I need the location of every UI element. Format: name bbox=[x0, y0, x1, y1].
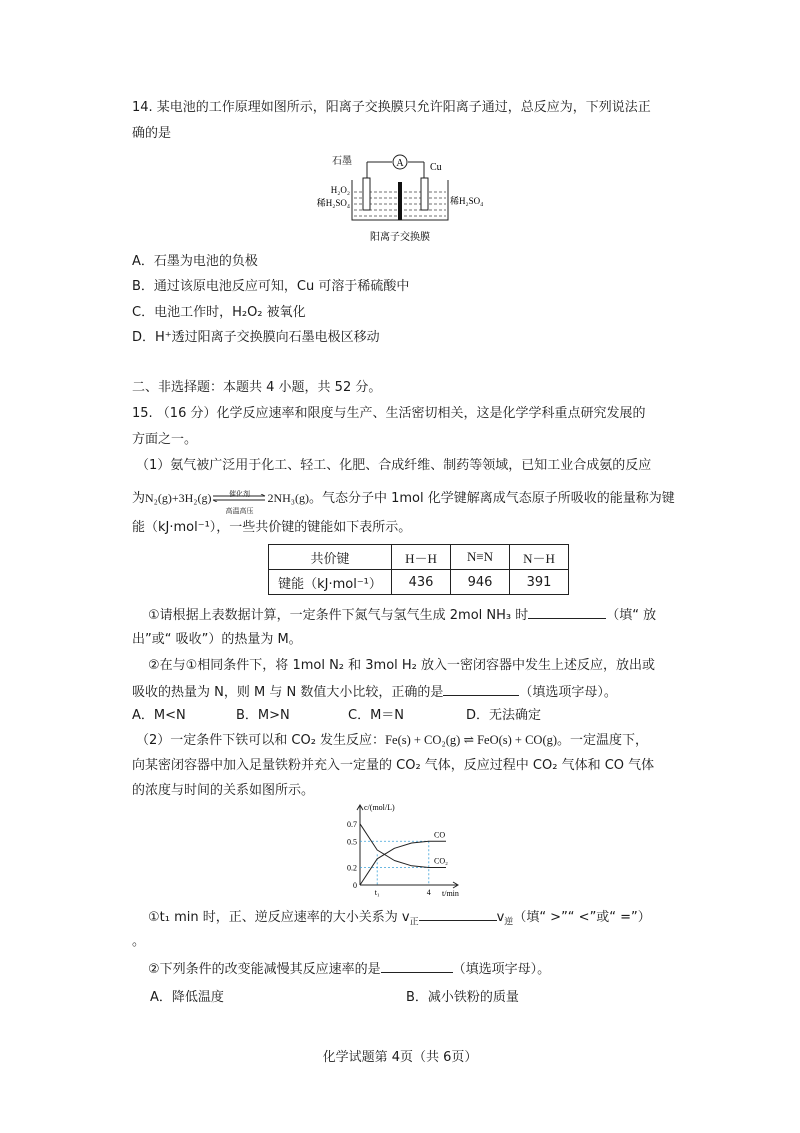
slow-hint: （填选项字母）。 bbox=[452, 962, 551, 977]
mn-option-c: C．M＝N bbox=[348, 708, 405, 723]
y-tick-label: 0.5 bbox=[347, 837, 357, 847]
q15-stem-line1: 15. （16 分）化学反应速率和限度与生产、生活密切相关，这是化学学科重点研究发展的 bbox=[132, 406, 646, 421]
ammeter-label: A bbox=[396, 158, 404, 169]
y-tick-label: 0 bbox=[353, 881, 357, 890]
iron-co2-equation: Fe(s) + CO₂(g) ⇌ FeO(s) + CO(g) bbox=[385, 733, 558, 747]
part1-prefix: 为 bbox=[132, 491, 146, 506]
equilibrium-arrow bbox=[211, 488, 267, 515]
v-reverse: v bbox=[496, 910, 505, 925]
battery-diagram bbox=[300, 148, 500, 248]
mn-option-a: A．M<N bbox=[132, 708, 186, 723]
equation-left: N₂(g)+3H₂(g) bbox=[145, 491, 212, 505]
x-axis-label: t/min bbox=[442, 889, 459, 898]
mn-option-d: D．无法确定 bbox=[466, 708, 542, 723]
copper-electrode bbox=[421, 178, 428, 210]
equation-right: 2NH₃(g) bbox=[267, 491, 309, 505]
v-reverse-subscript: 逆 bbox=[504, 917, 514, 928]
dilute-h2so4-left-label: 稀H₂SO₄ bbox=[316, 198, 350, 208]
q15-part2-line3: 的浓度与时间的关系如图所示。 bbox=[132, 783, 315, 798]
rate-text: ①t₁ min 时，正、逆反应速率的大小关系为 v bbox=[148, 910, 410, 925]
h2o2-label: H₂O₂ bbox=[330, 185, 350, 195]
part2-text-tail: 。一定温度下， bbox=[557, 733, 649, 748]
q15-part1-line3: 能（kJ·mol⁻¹），一些共价键的键能如下表所示。 bbox=[132, 520, 412, 535]
x-tick-label: t₁ bbox=[374, 888, 380, 897]
answer-blank-2[interactable] bbox=[443, 681, 519, 696]
part1-line2-tail: 。气态分子中 1mol 化学键解离成气态原子所吸收的能量称为键 bbox=[308, 491, 675, 506]
q15-part2-line2: 向某密闭容器中加入足量铁粉并充入一定量的 CO₂ 气体，反应过程中 CO₂ 气体和 CO 气体 bbox=[132, 758, 655, 773]
q15-sub2-line2 bbox=[132, 681, 617, 703]
table-header-cell: H－H bbox=[392, 545, 451, 570]
q15-sub1-line1 bbox=[148, 604, 656, 626]
table-cell: 946 bbox=[451, 570, 510, 595]
q14-option-d: D．H⁺透过阳离子交换膜向石墨电极区移动 bbox=[132, 330, 380, 345]
q14-stem-line1: 14. 某电池的工作原理如图所示，阳离子交换膜只允许阳离子通过，总反应为，下列说法正 bbox=[132, 100, 651, 115]
answer-blank-3[interactable] bbox=[419, 906, 497, 921]
bond-energy-table bbox=[268, 544, 569, 595]
table-header-cell: 共价键 bbox=[269, 545, 392, 570]
high-temp-pressure-label: 高温高压 bbox=[225, 507, 254, 515]
concentration-time-chart bbox=[330, 800, 470, 900]
y-tick-label: 0.7 bbox=[347, 819, 357, 829]
answer-blank-4[interactable] bbox=[381, 958, 453, 973]
graphite-electrode bbox=[363, 178, 370, 210]
q14-option-a: A．石墨为电池的负极 bbox=[132, 254, 258, 269]
q15-sub2-line1: ②在与①相同条件下，将 1mol N₂ 和 3mol H₂ 放入一密闭容器中发生上述反应，放出或 bbox=[148, 658, 656, 673]
q15-rate-line1 bbox=[148, 906, 651, 933]
slow-option-a: A．降低温度 bbox=[150, 990, 224, 1005]
q15-stem-line2: 方面之一。 bbox=[132, 432, 198, 447]
sub2-hint: （填选项字母）。 bbox=[519, 685, 617, 700]
series-label: CO bbox=[434, 830, 446, 840]
series-label: CO₂ bbox=[434, 856, 448, 866]
catalyst-label: 催化剂 bbox=[228, 490, 250, 498]
v-forward-subscript: 正 bbox=[409, 917, 419, 928]
table-cell: 391 bbox=[510, 570, 569, 595]
membrane-label: 阳离子交换膜 bbox=[370, 232, 430, 243]
cation-exchange-membrane bbox=[398, 182, 402, 220]
rate-hint: （填“ >”“ <”或“ =”） bbox=[513, 910, 651, 925]
sub1-hint: （填“ 放 bbox=[606, 608, 657, 623]
q14-option-b: B．通过该原电池反应可知，Cu 可溶于稀硫酸中 bbox=[132, 279, 410, 294]
q15-rate-line2: 。 bbox=[132, 934, 146, 949]
q14-option-c: C．电池工作时，H₂O₂ 被氧化 bbox=[132, 305, 306, 320]
graphite-label: 石墨 bbox=[332, 156, 352, 167]
part2-text: （2）一定条件下铁可以和 CO₂ 发生反应： bbox=[136, 733, 386, 748]
dilute-h2so4-right-label: 稀H₂SO₄ bbox=[450, 196, 484, 206]
table-row bbox=[269, 570, 569, 595]
q15-slow-line1 bbox=[148, 958, 550, 980]
slow-text: ②下列条件的改变能减慢其反应速率的是 bbox=[148, 962, 381, 977]
section2-heading: 二、非选择题：本题共 4 小题，共 52 分。 bbox=[132, 380, 382, 395]
mn-option-b: B．M>N bbox=[236, 708, 290, 723]
q15-part1-line2 bbox=[132, 488, 675, 515]
q14-stem-line2: 确的是 bbox=[132, 126, 172, 141]
x-tick-label: 4 bbox=[426, 888, 431, 897]
sub2-text: 吸收的热量为 N，则 M 与 N 数值大小比较，正确的是 bbox=[132, 685, 444, 700]
q15-sub1-line2: 出”或“ 吸收”）的热量为 M。 bbox=[132, 632, 302, 647]
sub1-text: ①请根据上表数据计算，一定条件下氮气与氢气生成 2mol NH₃ 时 bbox=[148, 608, 529, 623]
cu-label: Cu bbox=[430, 162, 442, 173]
table-cell: 436 bbox=[392, 570, 451, 595]
slow-option-b: B．减小铁粉的质量 bbox=[406, 990, 519, 1005]
table-header-cell: N－H bbox=[510, 545, 569, 570]
answer-blank-1[interactable] bbox=[528, 604, 606, 619]
table-header-cell: N≡N bbox=[451, 545, 510, 570]
y-tick-label: 0.2 bbox=[347, 863, 357, 873]
table-header-row bbox=[269, 545, 569, 570]
y-axis-label: c/(mol/L) bbox=[364, 803, 395, 812]
q15-part2-line1 bbox=[136, 730, 648, 751]
q15-part1-line1: （1）氨气被广泛用于化工、轻工、化肥、合成纤维、制药等领域，已知工业合成氨的反应 bbox=[136, 458, 652, 473]
table-cell: 键能（kJ·mol⁻¹） bbox=[269, 570, 392, 595]
page-footer: 化学试题第 4页（共 6页） bbox=[322, 1050, 478, 1065]
